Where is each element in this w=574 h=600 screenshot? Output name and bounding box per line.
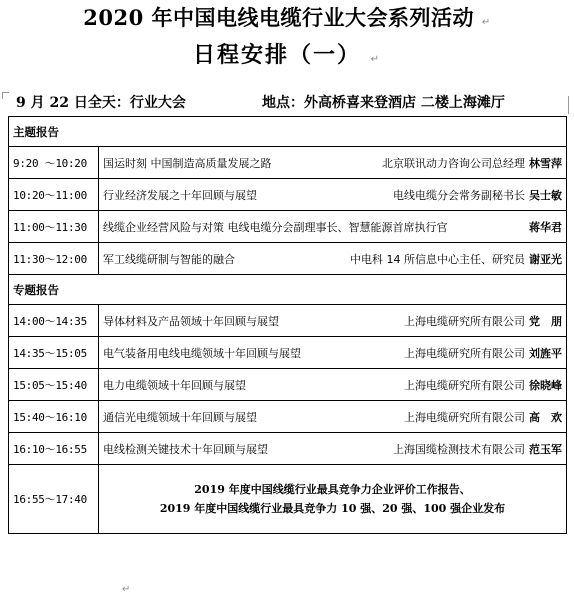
table-row xyxy=(9,211,567,243)
topic-text: 线缆企业经营风险与对策 电线电缆分会副理事长、智慧能源首席执行官 xyxy=(103,220,448,234)
title-line-1: 2020 年中国电线电缆行业大会系列活动 xyxy=(83,5,475,30)
topic-text: 军工线缆研制与智能的融合 xyxy=(103,252,235,266)
text-cursor xyxy=(568,96,569,114)
time-cell: 15:40～16:10 xyxy=(9,401,99,433)
final-announcement xyxy=(103,480,562,518)
title-line-2: 日程安排（一） xyxy=(192,42,361,68)
speaker-affiliation: 电线电缆分会常务副秘书长 xyxy=(393,188,525,202)
speaker xyxy=(393,187,562,203)
time-cell: 14:00～14:35 xyxy=(9,305,99,337)
topic-text: 电力电缆领域十年回顾与展望 xyxy=(103,378,246,392)
speaker-name: 林雪萍 xyxy=(529,156,562,170)
topic-text: 电气装备用电线电缆领域十年回顾与展望 xyxy=(103,346,301,360)
speaker-affiliation: 中电科 14 所信息中心主任、研究员 xyxy=(350,252,525,266)
topic-text: 通信光电缆领域十年回顾与展望 xyxy=(103,410,257,424)
speaker-name: 蒋华君 xyxy=(529,220,562,234)
day-header xyxy=(0,90,574,112)
table-row xyxy=(9,305,567,337)
table-row xyxy=(9,369,567,401)
topic-text: 导体材料及产品领域十年回顾与展望 xyxy=(103,314,279,328)
topic-text: 电线检测关键技术十年回顾与展望 xyxy=(103,442,268,456)
speaker xyxy=(525,219,562,235)
speaker-affiliation: 上海电缆研究所有限公司 xyxy=(404,410,525,424)
topic-cell xyxy=(99,465,567,534)
speaker xyxy=(404,313,562,329)
time-cell: 15:05～15:40 xyxy=(9,369,99,401)
speaker-name: 党 朋 xyxy=(529,314,562,328)
table-row xyxy=(9,179,567,211)
table-row xyxy=(9,147,567,179)
section-header-theme xyxy=(9,117,567,147)
topic-cell xyxy=(99,179,567,211)
section-header-special xyxy=(9,275,567,305)
time-cell: 16:10～16:55 xyxy=(9,433,99,465)
topic-text: 国运时刻 中国制造高质量发展之路 xyxy=(103,156,272,170)
topic-cell xyxy=(99,433,567,465)
table-row xyxy=(9,337,567,369)
speaker-affiliation: 上海电缆研究所有限公司 xyxy=(404,378,525,392)
time-cell: 11:00～11:30 xyxy=(9,211,99,243)
page-subtitle xyxy=(0,40,574,75)
final-line-2: 2019 年度中国线缆行业最具竞争力 10 强、20 强、100 强企业发布 xyxy=(159,502,506,515)
time-cell: 9:20 ～10:20 xyxy=(9,147,99,179)
topic-cell xyxy=(99,305,567,337)
table-row-final xyxy=(9,465,567,534)
topic-cell xyxy=(99,401,567,433)
final-line-1: 2019 年度中国线缆行业最具竞争力企业评价工作报告、 xyxy=(194,483,471,496)
speaker-name: 范玉军 xyxy=(529,442,562,456)
schedule-table xyxy=(8,116,567,534)
speaker-affiliation: 上海电缆研究所有限公司 xyxy=(404,346,525,360)
topic-text: 行业经济发展之十年回顾与展望 xyxy=(103,188,257,202)
topic-cell xyxy=(99,147,567,179)
speaker-name: 谢亚光 xyxy=(529,252,562,266)
paragraph-mark-icon: ↵ xyxy=(122,584,131,595)
topic-cell xyxy=(99,369,567,401)
time-cell: 16:55～17:40 xyxy=(9,465,99,534)
speaker xyxy=(382,155,562,171)
time-cell: 11:30～12:00 xyxy=(9,243,99,275)
speaker xyxy=(350,251,562,267)
speaker-affiliation: 上海国缆检测技术有限公司 xyxy=(393,442,525,456)
speaker xyxy=(404,345,562,361)
paragraph-mark-icon: ↵ xyxy=(481,17,491,28)
speaker-affiliation: 上海电缆研究所有限公司 xyxy=(404,314,525,328)
topic-cell xyxy=(99,211,567,243)
section-title: 专题报告 xyxy=(9,275,567,305)
speaker-affiliation: 北京联讯动力咨询公司总经理 xyxy=(382,156,525,170)
topic-cell xyxy=(99,337,567,369)
speaker xyxy=(393,441,562,457)
section-title: 主题报告 xyxy=(9,117,567,147)
location-label: 地点：外高桥喜来登酒店 二楼上海滩厅 xyxy=(262,95,505,111)
speaker-name: 徐晓峰 xyxy=(529,378,562,392)
speaker xyxy=(404,409,562,425)
table-row xyxy=(9,433,567,465)
paragraph-mark-icon: ↵ xyxy=(370,54,382,65)
speaker-name: 高 欢 xyxy=(529,410,562,424)
speaker-name: 刘旌平 xyxy=(529,346,562,360)
topic-cell xyxy=(99,243,567,275)
speaker-name: 吴士敏 xyxy=(529,188,562,202)
speaker xyxy=(404,377,562,393)
time-cell: 10:20～11:00 xyxy=(9,179,99,211)
time-cell: 14:35～15:05 xyxy=(9,337,99,369)
page-title xyxy=(0,4,574,37)
table-row xyxy=(9,401,567,433)
table-row xyxy=(9,243,567,275)
day-label: 9 月 22 日全天：行业大会 xyxy=(16,95,186,111)
